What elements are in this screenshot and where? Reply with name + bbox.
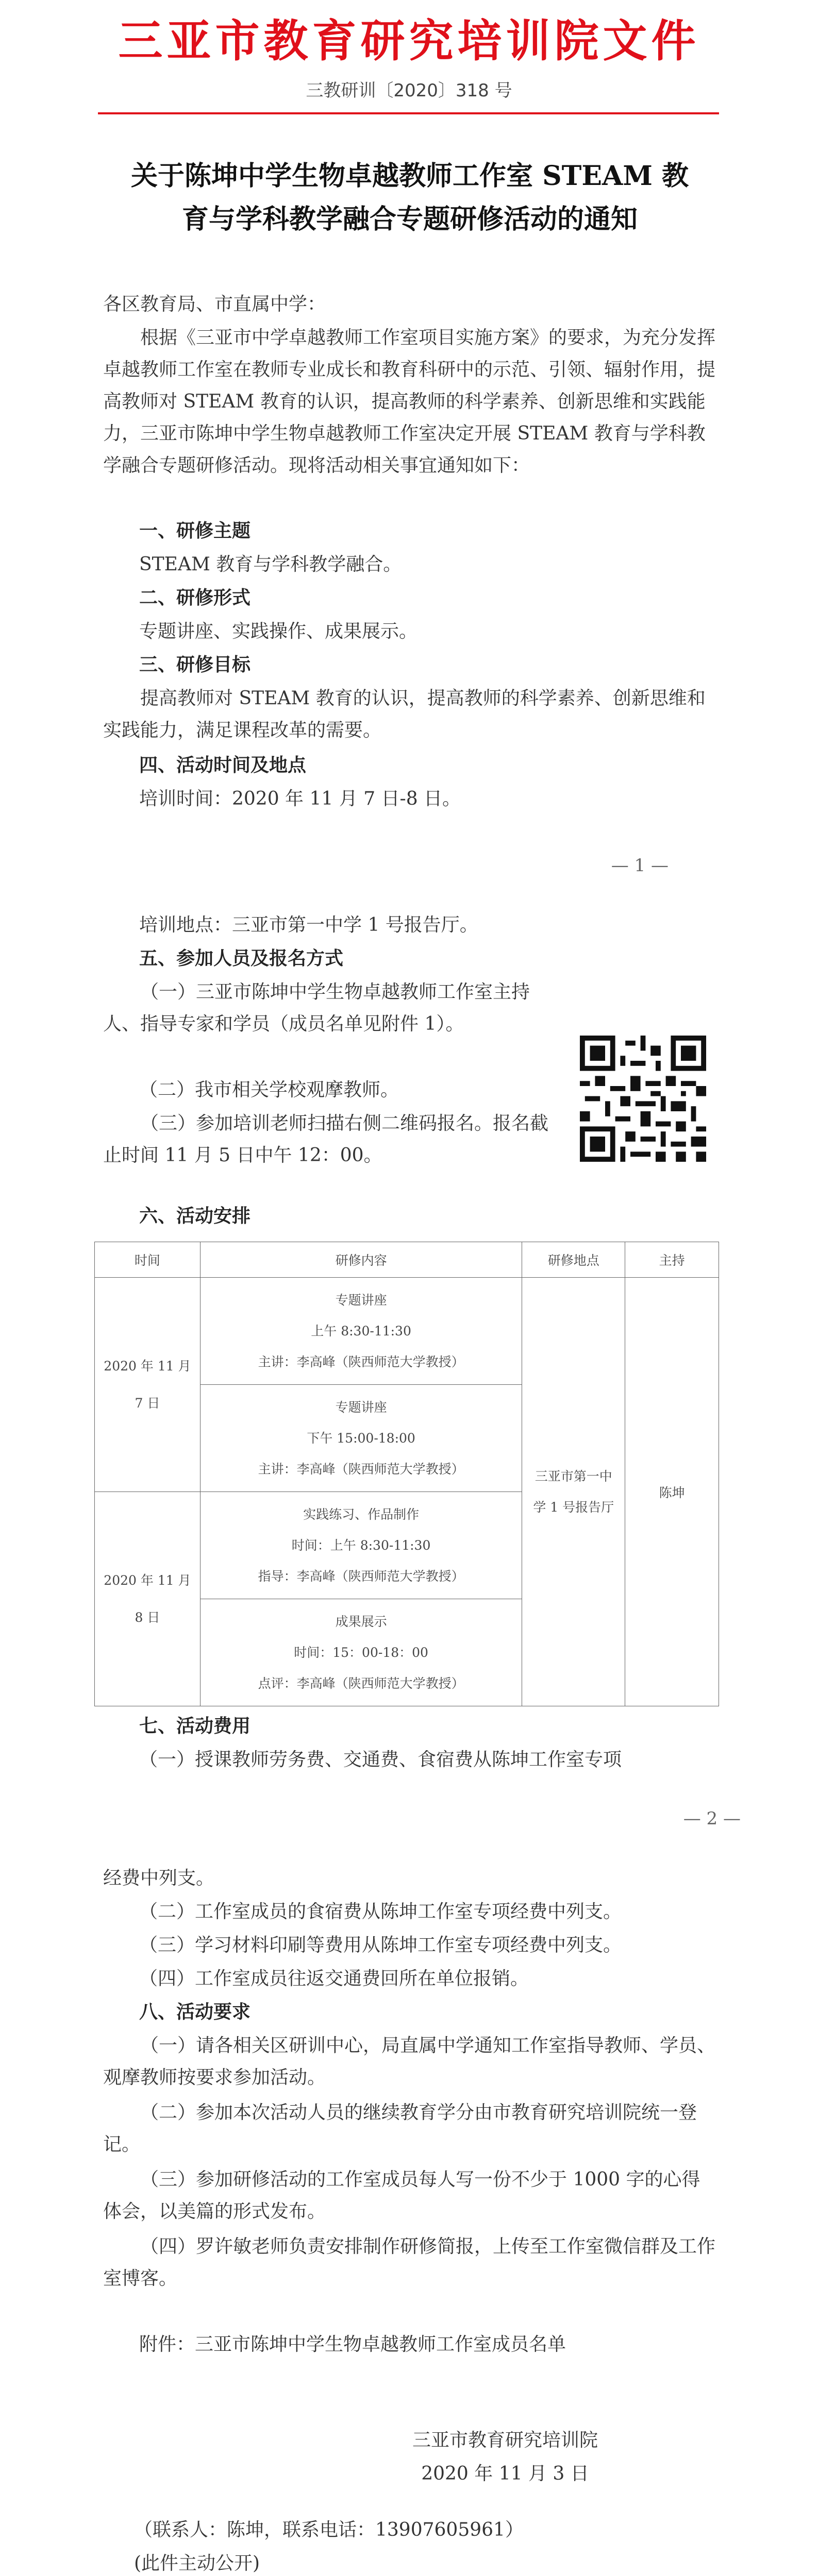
date-cell: 2020 年 11 月 7 日 bbox=[95, 1278, 201, 1492]
section-3-heading: 三、研修目标 bbox=[139, 654, 251, 675]
page-number-2: — 2 — bbox=[683, 1808, 741, 1829]
salutation: 各区教育局、市直属中学： bbox=[103, 294, 326, 315]
title-line-2: 育与学科教学融合专题研修活动的通知 bbox=[181, 204, 638, 235]
requirement-2: （二）参加本次活动人员的继续教育学分由市教育研究培训院统一登记。 bbox=[103, 2102, 697, 2155]
requirement-1: （一）请各相关区研训中心，局直属中学通知工作室指导教师、学员、观摩教师按要求参加活动。 bbox=[103, 2035, 716, 2088]
table-row bbox=[95, 1278, 719, 1385]
registration-qr-code[interactable] bbox=[580, 1036, 706, 1162]
host-cell: 陈坤 bbox=[625, 1278, 719, 1706]
activity-speaker: 主讲：李高峰（陕西师范大学教授） bbox=[258, 1461, 464, 1477]
place-cell: 三亚市第一中学 1 号报告厅 bbox=[522, 1278, 625, 1706]
cost-item-3: （三）学习材料印刷等费用从陈坤工作室专项经费中列支。 bbox=[139, 1935, 622, 1956]
document-banner: 三亚市教育研究培训院文件 bbox=[118, 15, 700, 67]
activity-cell bbox=[200, 1278, 522, 1385]
schedule-header-row bbox=[95, 1242, 719, 1278]
document-title bbox=[108, 155, 711, 241]
date-cell: 2020 年 11 月 8 日 bbox=[95, 1492, 201, 1706]
training-place: 培训地点：三亚市第一中学 1 号报告厅。 bbox=[139, 914, 478, 936]
section-6-heading: 六、活动安排 bbox=[139, 1206, 251, 1227]
activity-time: 时间：15：00-18：00 bbox=[294, 1645, 428, 1660]
cost-item-2: （二）工作室成员的食宿费从陈坤工作室专项经费中列支。 bbox=[139, 1901, 622, 1922]
title-line-1: 关于陈坤中学生物卓越教师工作室 STEAM 教 bbox=[131, 160, 689, 192]
cost-item-1-part-a: （一）授课教师劳务费、交通费、食宿费从陈坤工作室专项 bbox=[139, 1749, 622, 1770]
document-number: 三教研训〔2020〕318 号 bbox=[306, 80, 512, 101]
section-5-heading: 五、参加人员及报名方式 bbox=[139, 948, 344, 969]
activity-time: 时间：上午 8:30-11:30 bbox=[291, 1537, 431, 1553]
activity-speaker: 指导：李高峰（陕西师范大学教授） bbox=[258, 1568, 464, 1584]
activity-cell bbox=[200, 1492, 522, 1599]
header-time: 时间 bbox=[95, 1242, 201, 1278]
section-3-text: 提高教师对 STEAM 教育的认识，提高教师的科学素养、创新思维和实践能力，满足课程改革的需要。 bbox=[103, 688, 706, 741]
cost-item-1-part-b: 经费中列支。 bbox=[103, 1868, 215, 1889]
requirement-3: （三）参加研修活动的工作室成员每人写一份不少于 1000 字的心得体会，以美篇的形式发布。 bbox=[103, 2169, 700, 2222]
header-place: 研修地点 bbox=[522, 1242, 625, 1278]
cost-item-4: （四）工作室成员往返交通费回所在单位报销。 bbox=[139, 1968, 529, 1989]
activity-time: 上午 8:30-11:30 bbox=[311, 1323, 411, 1338]
signing-date: 2020 年 11 月 3 日 bbox=[421, 2463, 589, 2484]
page-number-1: — 1 — bbox=[611, 855, 669, 876]
section-2-heading: 二、研修形式 bbox=[139, 587, 251, 608]
header-host: 主持 bbox=[625, 1242, 719, 1278]
signing-organization: 三亚市教育研究培训院 bbox=[412, 2430, 598, 2451]
activity-time: 下午 15:00-18:00 bbox=[307, 1430, 415, 1446]
section-4-heading: 四、活动时间及地点 bbox=[139, 755, 307, 776]
attachment-note: 附件：三亚市陈坤中学生物卓越教师工作室成员名单 bbox=[139, 2334, 566, 2355]
activity-title: 成果展示 bbox=[335, 1614, 387, 1629]
intro-paragraph: 根据《三亚市中学卓越教师工作室项目实施方案》的要求，为充分发挥卓越教师工作室在教师专业成长和教育科研中的示范、引领、辐射作用，提高教师对 STEAM 教育的认识，提高教师的科学素养、创新思维和实践能力，三亚市陈坤中学生物卓越教师工作室决定开展 STEAM 教育与学科教学融合专题研修活动。现将活动相关事宜通知如下： bbox=[103, 327, 716, 476]
section-8-heading: 八、活动要求 bbox=[139, 2002, 251, 2023]
header-content: 研修内容 bbox=[200, 1242, 522, 1278]
public-note: (此件主动公开) bbox=[134, 2553, 260, 2574]
red-divider bbox=[98, 112, 719, 114]
activity-speaker: 点评：李高峰（陕西师范大学教授） bbox=[258, 1675, 464, 1691]
section-7-heading: 七、活动费用 bbox=[139, 1716, 251, 1737]
training-time: 培训时间：2020 年 11 月 7 日-8 日。 bbox=[139, 788, 461, 809]
requirement-4: （四）罗许敏老师负责安排制作研修简报，上传至工作室微信群及工作室博客。 bbox=[103, 2236, 716, 2289]
registration-info: （三）参加培训老师扫描右侧二维码报名。报名截止时间 11 月 5 日中午 12：00。 bbox=[103, 1113, 549, 1166]
activity-speaker: 主讲：李高峰（陕西师范大学教授） bbox=[258, 1354, 464, 1369]
participants-item-2: （二）我市相关学校观摩教师。 bbox=[139, 1079, 399, 1100]
contact-info: （联系人：陈坤，联系电话：13907605961） bbox=[134, 2519, 524, 2540]
participants-item-1: （一）三亚市陈坤中学生物卓越教师工作室主持人、指导专家和学员（成员名单见附件 1）。 bbox=[103, 981, 530, 1035]
section-1-text: STEAM 教育与学科教学融合。 bbox=[139, 554, 402, 575]
activity-title: 实践练习、作品制作 bbox=[303, 1506, 420, 1522]
section-1-heading: 一、研修主题 bbox=[139, 520, 251, 541]
section-2-text: 专题讲座、实践操作、成果展示。 bbox=[139, 621, 418, 642]
activity-title: 专题讲座 bbox=[335, 1399, 387, 1415]
schedule-table bbox=[94, 1242, 719, 1706]
activity-cell bbox=[200, 1385, 522, 1492]
activity-cell bbox=[200, 1599, 522, 1706]
activity-title: 专题讲座 bbox=[335, 1292, 387, 1308]
